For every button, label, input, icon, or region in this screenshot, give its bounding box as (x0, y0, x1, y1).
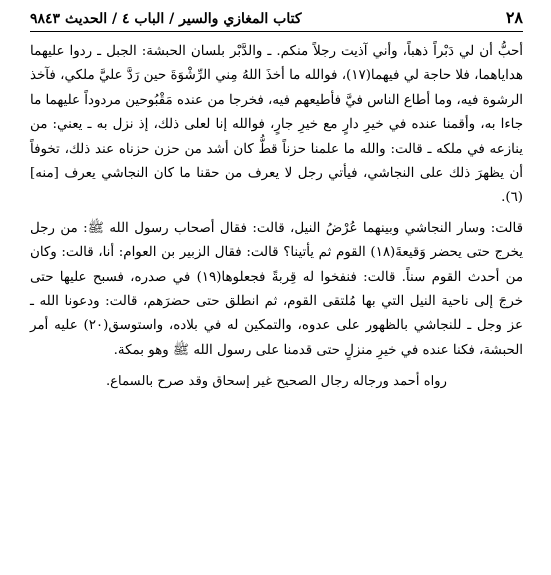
paragraph-1 (30, 40, 523, 211)
text-line: رسول الله ﷺ: من رجل يخرج حتى يحضر وَقيعةَ(١٨) القوم ثم يأتينا؟ قالت: فقال (30, 220, 524, 261)
text-line: ردوا عليهما هداياهما، فلا حاجة لي فيهما(١٧)، فوالله ما أخذَ اللهُ مِني الرِّشْوَةَ حين رَدَّ (30, 44, 523, 84)
text-line: لا يعرف من حقنا ما كان النجاشي يعرف [منه](٦). (30, 166, 523, 206)
text-line: خيرِ منزلٍ حتى قدمنا على رسول الله ﷺ وهو بمكة. (113, 342, 397, 358)
paragraph-2 (30, 217, 523, 363)
source-note: رواه أحمد ورجاله رجال الصحيح غير إسحاق وقد صرح بالسماع. (105, 374, 448, 390)
text-line: لعلى ذلك، إذ نزل به ـ يعني: من ينازعه في ملكه ـ قالت: والله ما علمنا حزناً قطُّ (30, 117, 523, 157)
text-line: مَقْبُوحين مردوداً عليهما ما جاءا به، وأقمنا عنده في خيرِ دارٍ مع خيرِ جارٍ، فوالله إنا (30, 92, 523, 133)
page-header (30, 8, 523, 32)
text-line: القوم، ثم انطلق حتى حضرَهم، قالت: ودعونا الله ـ عز وجل ـ للنجاشي بالظهور (30, 294, 523, 334)
text-line: كان أشد من حزن حزناه عند ذلك، تخوفاً أن يظهرَ ذلك على النجاشي، فيأتي رجل (30, 141, 524, 182)
text-line: الزبير بن العوام: أنا، قالت: وكان من أحدث القوم سناً. قالت: فنفخوا له قِربةً (30, 245, 524, 285)
page-number: ٢٨ (505, 8, 523, 27)
running-head: كتاب المغازي والسير / الباب ٤ / الحديث ٩٨٤٣ (30, 11, 302, 27)
text-line: عليَّ ملكي، فآخذ الرشوة فيه، وما أطاع الناس فيَّ فأطيعهم فيه، فخرجا من عنده (30, 68, 524, 108)
text-line: أحبُّ أن لي دَبْراً ذهباً، وأني آذيت رجلاً منكم. ـ والدَّبْر بلسان الحبشة: الجبل ـ (97, 44, 523, 59)
text-line: قالت: وسار النجاشي وبينهما عُرْضُ النيل، قالت: فقال أصحاب (174, 220, 523, 236)
text-line: فجعلوها(١٩) في صدره، فسبح عليها حتى خرجَ إلى ناحية النيل التي بها مُلتقى (30, 269, 523, 310)
text-line: على عدوه، والتمكين له في بلاده، واستوسق(٢٠) عليه أمر الحبشة، فكنا عنده في (30, 318, 523, 358)
